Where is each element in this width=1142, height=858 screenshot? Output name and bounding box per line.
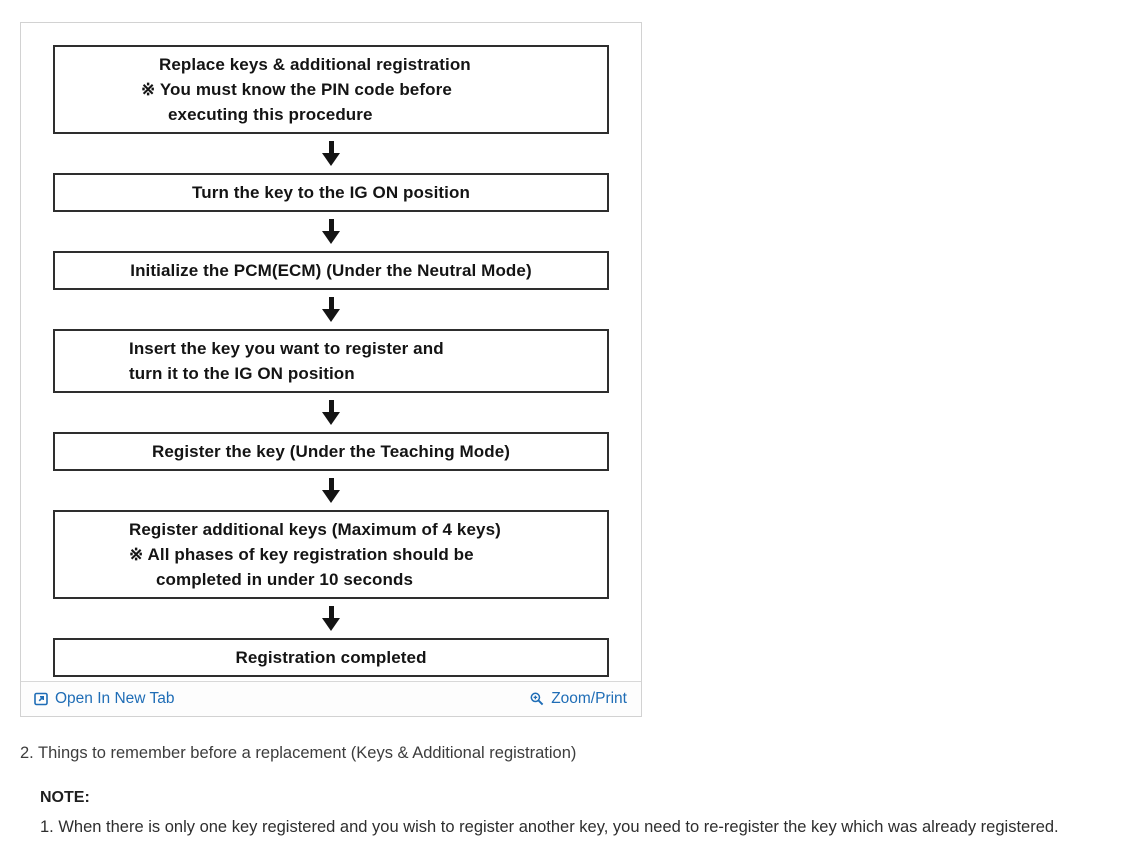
open-in-new-tab-label: Open In New Tab	[55, 690, 175, 707]
down-arrow-icon	[21, 606, 641, 631]
flow-step-register-additional	[53, 510, 609, 599]
flow-step-text: executing this procedure	[168, 105, 373, 124]
flow-step-text: ※ You must know the PIN code before	[141, 80, 452, 99]
document-body	[20, 742, 1130, 838]
zoom-print-link[interactable]	[529, 690, 627, 708]
down-arrow-icon	[21, 219, 641, 244]
flow-step-text: Replace keys & additional registration	[159, 55, 471, 74]
open-in-new-tab-icon	[33, 691, 49, 707]
down-arrow-icon	[21, 297, 641, 322]
zoom-magnifier-icon	[529, 691, 545, 707]
flow-step-text: Insert the key you want to register and	[129, 339, 444, 358]
note-block	[40, 788, 1130, 838]
section-heading: 2. Things to remember before a replacement (Keys & Additional registration)	[20, 744, 577, 762]
flow-step-text: Registration completed	[235, 648, 427, 667]
flow-step-text: Register additional keys (Maximum of 4 keys)	[129, 520, 501, 539]
flow-step-initialize-pcm	[53, 251, 609, 290]
flow-step-insert-key	[53, 329, 609, 393]
zoom-print-label: Zoom/Print	[551, 690, 627, 707]
flow-step-register-key	[53, 432, 609, 471]
viewer-toolbar	[21, 681, 641, 716]
image-viewer-panel	[20, 22, 642, 717]
flow-step-ig-on	[53, 173, 609, 212]
flow-step-text: ※ All phases of key registration should be	[129, 545, 474, 564]
flowchart-image	[21, 23, 641, 681]
note-item: 1. When there is only one key registered and you wish to register another key, you need to re-register the key which was already registered.	[40, 818, 1059, 836]
flow-step-text: completed in under 10 seconds	[156, 570, 414, 589]
flow-step-text: Initialize the PCM(ECM) (Under the Neutral Mode)	[130, 261, 532, 280]
note-label: NOTE:	[40, 789, 90, 806]
down-arrow-icon	[21, 141, 641, 166]
flow-step-replace-keys	[53, 45, 609, 134]
flow-step-text: turn it to the IG ON position	[129, 364, 355, 383]
down-arrow-icon	[21, 478, 641, 503]
flow-step-completed	[53, 638, 609, 677]
down-arrow-icon	[21, 400, 641, 425]
open-in-new-tab-link[interactable]	[33, 690, 174, 708]
flow-step-text: Register the key (Under the Teaching Mode)	[151, 442, 511, 461]
flow-step-text: Turn the key to the IG ON position	[192, 183, 470, 202]
